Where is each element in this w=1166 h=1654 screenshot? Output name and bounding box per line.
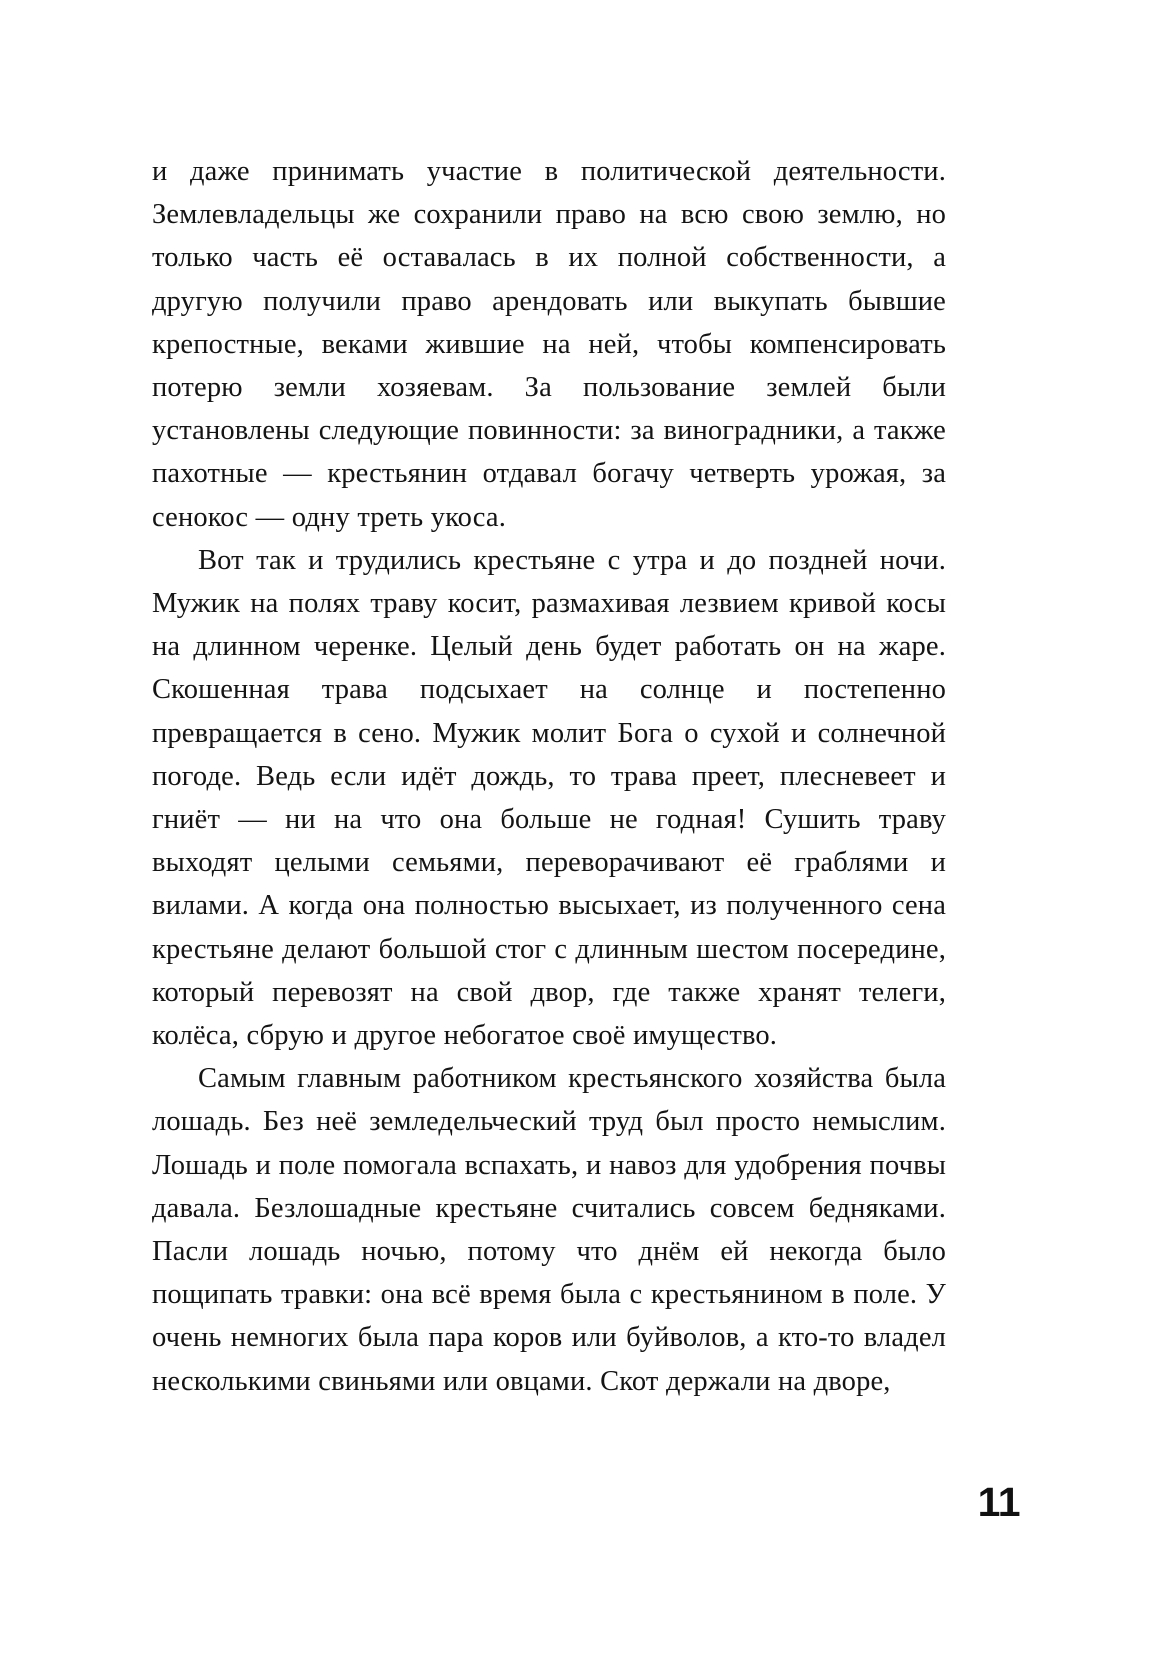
page-number: 11 (977, 1479, 1020, 1525)
page-text-block (152, 150, 946, 1403)
paragraph-continuation: и даже принимать участие в политической деятельности. Землевладельцы же сохранили право на всю свою землю, но только часть её оставалась в их полной собственности, а другую получили право арендовать или выкупать бывшие крепостные, веками жившие на ней, чтобы компенсировать потерю земли хозяевам. За пользование землей были установлены следующие повинности: за виноградники, а также пахотные — крестьянин отдавал богачу четверть урожая, за сенокос — одну треть укоса. (152, 156, 946, 533)
paragraph-horse: Самым главным работником крестьянского хозяйства была лошадь. Без неё земледельческий труд был просто немыслим. Лошадь и поле помогала вспахать, и навоз для удобрения почвы давала. Безлошадные крестьяне считались совсем бедняками. Пасли лошадь ночью, потому что днём ей некогда было пощипать травки: она всё время была с крестьянином в поле. У очень немногих была пара коров или буйволов, а кто-то владел несколькими свиньями или овцами. Скот держали на дворе, (152, 1063, 946, 1397)
paragraph-haymaking: Вот так и трудились крестьяне с утра и до поздней ночи. Мужик на полях траву косит, размахивая лезвием кривой косы на длинном черенке. Целый день будет работать он на жаре. Скошенная трава подсыхает на солнце и постепенно превращается в сено. Мужик молит Бога о сухой и солнечной погоде. Ведь если идёт дождь, то трава преет, плесневеет и гниёт — ни на что она больше не годная! Сушить траву выходят целыми семьями, переворачивают её граблями и вилами. А когда она полностью высыхает, из полученного сена крестьяне делают большой стог с длинным шестом посередине, который перевозят на свой двор, где также хранят телеги, колёса, сбрую и другое небогатое своё имущество. (152, 544, 946, 1052)
